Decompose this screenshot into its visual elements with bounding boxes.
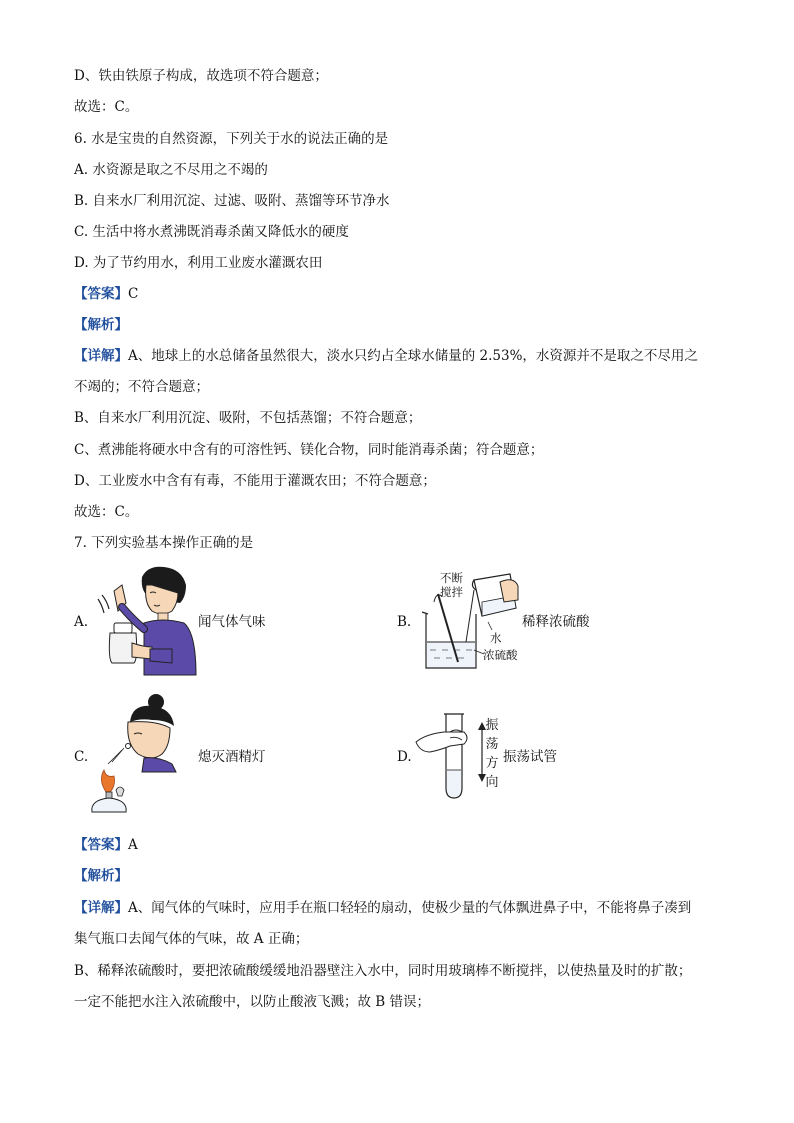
- option-6a: A. 水资源是取之不尽用之不竭的: [74, 162, 268, 178]
- detail-7b-line1: B、稀释浓硫酸时，要把浓硫酸缓缓地沿器壁注入水中，同时用玻璃棒不断搅拌，以使热量及时的扩散；: [74, 963, 692, 979]
- answer-6: [74, 285, 138, 303]
- label-stir-1: 不断: [440, 571, 463, 585]
- detail-6a-line1: [74, 347, 698, 365]
- option-7d-letter: D.: [397, 749, 412, 765]
- text-line: 故选：C。: [74, 99, 139, 115]
- detail-7a-line2: 集气瓶口去闻气体的气味，故 A 正确；: [74, 931, 309, 947]
- detail-6d: D、工业废水中含有有毒，不能用于灌溉农田；不符合题意；: [74, 473, 436, 489]
- direction-char-1: 振: [485, 718, 499, 733]
- option-7a-letter: A.: [74, 614, 89, 630]
- select-6: 故选：C。: [74, 504, 139, 520]
- question-7: 7. 下列实验基本操作正确的是: [74, 535, 254, 551]
- detail-6b: B、自来水厂利用沉淀、吸附，不包括蒸馏；不符合题意；: [74, 410, 422, 426]
- detail-text: A、闻气体的气味时，应用手在瓶口轻轻的扇动，使极少量的气体飘进鼻子中，不能将鼻子凑到: [128, 900, 692, 916]
- answer-value: A: [128, 837, 138, 853]
- direction-char-3: 方: [485, 756, 499, 771]
- option-6c: C. 生活中将水煮沸既消毒杀菌又降低水的硬度: [74, 224, 349, 240]
- option-7d-caption: 振荡试管: [503, 749, 557, 765]
- direction-char-4: 向: [485, 775, 499, 790]
- option-7c-caption: 熄灭酒精灯: [198, 749, 266, 765]
- detail-tag: 【详解】: [74, 900, 128, 916]
- label-conc-acid: 浓硫酸: [483, 648, 518, 662]
- answer-tag: 【答案】: [74, 837, 128, 853]
- option-7b-letter: B.: [397, 614, 412, 630]
- question-6: 6. 水是宝贵的自然资源，下列关于水的说法正确的是: [74, 131, 389, 147]
- detail-text: A、地球上的水总储备虽然很大，淡水只约占全球水储量的 2.53%，水资源并不是取之不尽用之: [128, 348, 698, 364]
- analysis-tag: 【解析】: [74, 868, 128, 884]
- detail-6c: C、煮沸能将硬水中含有的可溶性钙、镁化合物，同时能消毒杀菌；符合题意；: [74, 442, 544, 458]
- option-7b-caption: 稀释浓硫酸: [522, 614, 590, 630]
- direction-char-2: 荡: [485, 737, 499, 752]
- label-water: 水: [490, 631, 502, 645]
- blow-lamp-figure: [86, 692, 198, 820]
- detail-7a-line1: [74, 899, 691, 917]
- option-6b: B. 自来水厂利用沉淀、过滤、吸附、蒸馏等环节净水: [74, 193, 390, 209]
- option-7a-caption: 闻气体气味: [198, 614, 266, 630]
- analysis-tag: 【解析】: [74, 317, 128, 333]
- smell-gas-figure: [92, 563, 202, 679]
- detail-6a-line2: 不竭的；不符合题意；: [74, 379, 209, 395]
- detail-7b-line2: 一定不能把水注入浓硫酸中，以防止酸液飞溅；故 B 错误；: [74, 994, 431, 1010]
- option-6d: D. 为了节约用水，利用工业废水灌溉农田: [74, 255, 323, 271]
- answer-7: [74, 836, 138, 854]
- answer-tag: 【答案】: [74, 286, 128, 302]
- option-7c-letter: C.: [74, 749, 89, 765]
- text-line: D、铁由铁原子构成，故选项不符合题意；: [74, 68, 328, 84]
- answer-value: C: [128, 286, 139, 302]
- label-stir-2: 搅拌: [440, 585, 463, 599]
- detail-tag: 【详解】: [74, 348, 128, 364]
